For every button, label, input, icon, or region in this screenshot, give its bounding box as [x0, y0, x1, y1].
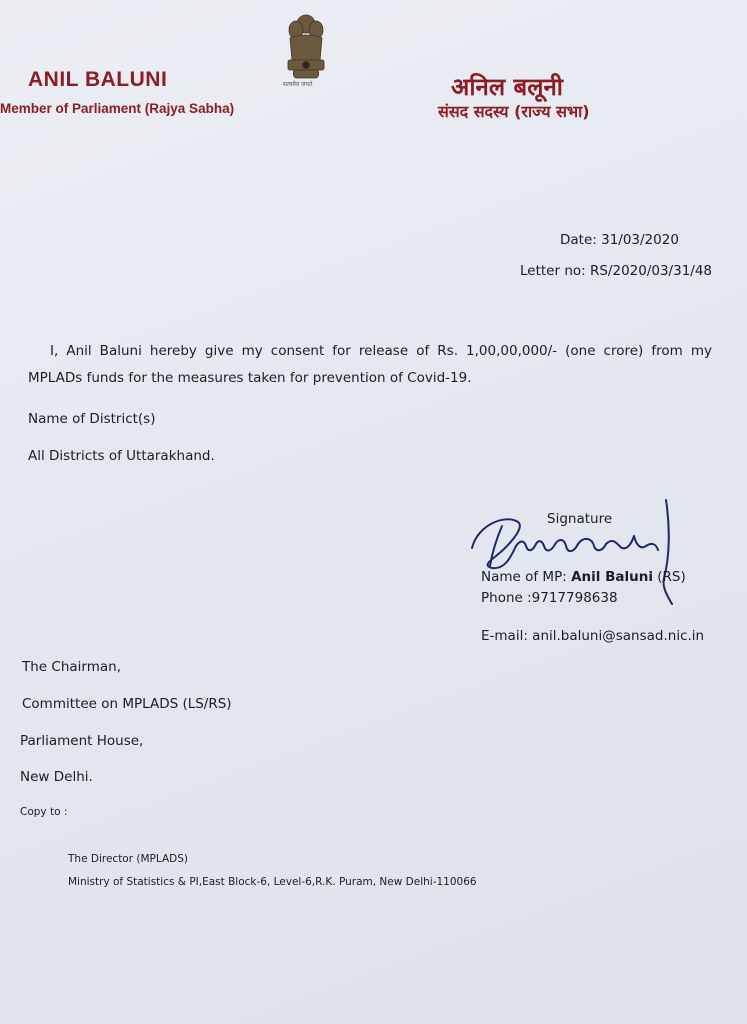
- mp-name-suffix: (RS): [652, 569, 686, 585]
- mp-name-line: [481, 569, 686, 585]
- mp-name-value: Anil Baluni: [571, 569, 653, 585]
- consent-paragraph: I, Anil Baluni hereby give my consent for release of Rs. 1,00,00,000/- (one crore) from my MPLADs funds for the measures taken for prevention of Covid-19.: [28, 343, 712, 386]
- copy-to-line-2: Ministry of Statistics & PI,East Block-6, Level-6,R.K. Puram, New Delhi-110066: [68, 876, 477, 888]
- mp-name-english: ANIL BALUNI: [28, 68, 168, 91]
- mp-email: E-mail: anil.baluni@sansad.nic.in: [481, 628, 705, 644]
- mp-phone: Phone :9717798638: [481, 590, 618, 606]
- mp-name-label: Name of MP:: [481, 569, 572, 585]
- signature-label: Signature: [547, 511, 613, 527]
- letter-date: Date: 31/03/2020: [560, 232, 679, 248]
- mp-name-hindi: अनिल बलूनी: [451, 73, 564, 101]
- copy-to-line-1: The Director (MPLADS): [68, 853, 188, 865]
- district-value: All Districts of Uttarakhand.: [28, 448, 215, 464]
- district-label: Name of District(s): [28, 411, 156, 427]
- mp-designation-english: Member of Parliament (Rajya Sabha): [0, 101, 235, 116]
- recipient-line-3: Parliament House,: [20, 733, 144, 749]
- recipient-line-4: New Delhi.: [20, 769, 93, 785]
- letter-number: Letter no: RS/2020/03/31/48: [520, 263, 713, 279]
- recipient-line-2: Committee on MPLADS (LS/RS): [22, 696, 232, 712]
- copy-to-label: Copy to :: [20, 806, 68, 818]
- recipient-line-1: The Chairman,: [22, 659, 121, 675]
- mp-designation-hindi: संसद सदस्य (राज्य सभा): [438, 102, 590, 121]
- emblem-motto: सत्यमेव जयते: [283, 81, 313, 88]
